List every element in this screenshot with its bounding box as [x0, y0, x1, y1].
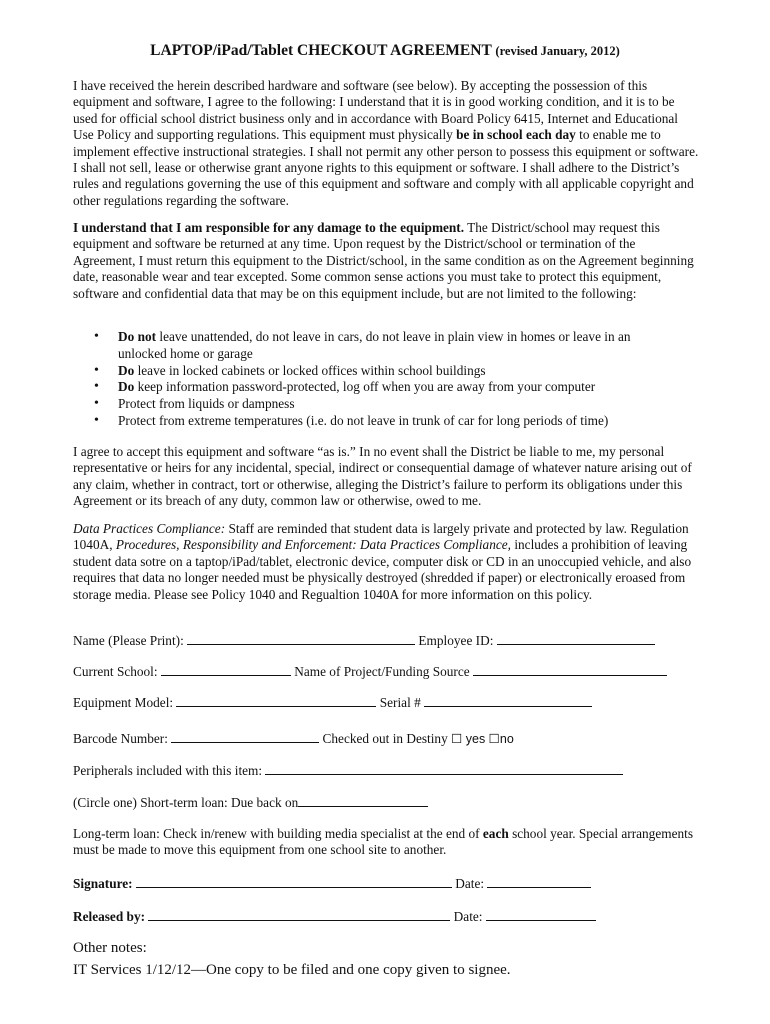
equipment-model-field[interactable]: [176, 694, 376, 707]
due-back-field[interactable]: [298, 794, 428, 807]
barcode-label: Barcode Number:: [73, 731, 172, 746]
signature-row: [73, 875, 591, 892]
short-term-row: [73, 794, 428, 811]
as-is-paragraph: I agree to accept this equipment and software “as is.” In no event shall the District be liable to me, my personal representative or heirs for any incidental, special, indirect or consequential damage of whatever nature arising out of any claim, whether in contract, tort or otherwise, alleging the District’s failure to perform its obligations under this Agreement or its breach of any duty, common law or otherwise, owed to me.: [73, 444, 692, 509]
current-school-field[interactable]: [161, 663, 291, 676]
bullet-bold: Do: [118, 379, 135, 395]
list-item: [92, 329, 652, 363]
responsibility-bold: I understand that I am responsible for any damage to the equipment.: [73, 220, 465, 235]
equipment-row: [73, 694, 592, 711]
responsibility-paragraph: [73, 220, 699, 302]
barcode-row: [73, 730, 514, 747]
it-services-note: IT Services 1/12/12—One copy to be filed and one copy given to signee.: [73, 962, 511, 978]
project-field[interactable]: [473, 663, 667, 676]
bullet-text: leave in locked cabinets or locked offices within school buildings: [134, 362, 486, 378]
long-term-text-a: Long-term loan: Check in/renew with building media specialist at the end of: [73, 826, 483, 841]
checked-out-label: Checked out in Destiny: [319, 731, 452, 746]
data-practices-label: Data Practices Compliance:: [73, 521, 226, 536]
yes-checkbox[interactable]: ☐ yes: [451, 732, 486, 746]
released-label: Released by:: [73, 909, 146, 924]
bullet-bold: Do not: [118, 329, 157, 344]
signature-date-label: Date:: [451, 876, 488, 891]
long-term-paragraph: [73, 826, 699, 859]
protection-list: [92, 329, 652, 430]
title-revised: (revised January, 2012): [495, 44, 620, 58]
short-term-label: (Circle one) Short-term loan: Due back on: [73, 795, 299, 810]
bullet-text: leave unattended, do not leave in cars, do not leave in plain view in homes or leave in an unlocked home or garage: [118, 329, 631, 361]
peripherals-field[interactable]: [265, 762, 623, 775]
intro-text-a: I have received the herein described hardware and software (see below). By accepting the possession of this equipment and software, I agree to the following: I understand that it is in good working condition, and it is to be used for official school district business only and in accordance with Board Policy 6415, Internet and Educational Use Policy and supporting regulations. This equipment must physically: [73, 78, 678, 143]
bullet-text: Protect from extreme temperatures (i.e. do not leave in trunk of car for long periods of time): [118, 412, 609, 428]
data-practices-text-a: Staff are reminded that student data is largely private and protected by law. Regulation 1040A,: [73, 521, 689, 553]
project-label: Name of Project/Funding Source: [290, 664, 473, 679]
bullet-bold: Do: [118, 362, 135, 378]
list-item: [92, 379, 652, 396]
name-row: [73, 632, 655, 649]
other-notes: Other notes:: [73, 940, 147, 956]
released-field[interactable]: [148, 908, 450, 921]
peripherals-label: Peripherals included with this item:: [73, 763, 266, 778]
signature-field[interactable]: [136, 875, 452, 888]
barcode-field[interactable]: [171, 730, 319, 743]
bullet-text: keep information password-protected, log off when you are away from your computer: [134, 379, 596, 395]
list-item: [92, 363, 652, 380]
list-item: [92, 396, 652, 413]
intro-text-b: to enable me to implement effective instructional strategies. I shall not permit any other person to possess this equipment or software. I shall not sell, lease or otherwise grant anyone rights to this equipment or software. I shall adhere to the District’s rules and regulations governing the use of this equipment and software and comply with all applicable copyright and other regulations regarding the software.: [73, 127, 699, 208]
name-field[interactable]: [187, 632, 415, 645]
employee-id-label: Employee ID:: [415, 633, 497, 648]
intro-bold: be in school each day: [456, 127, 576, 143]
peripherals-row: [73, 762, 623, 779]
data-practices-ref: Procedures, Responsibility and Enforcement: Data Practices Compliance,: [115, 537, 511, 553]
data-practices-text-b: includes a prohibition of leaving student data sotre on a taptop/iPad/tablet, electronic device, computer disk or CD in an unoccupied vehicle, and also requires that data no longer needed must be physically destroyed (shredded if paper) or electronically eroased from storage media. Please see Policy 1040 and Regualtion 1040A for more information on this policy.: [73, 537, 692, 602]
signature-label: Signature:: [73, 876, 133, 891]
released-row: [73, 908, 596, 925]
long-term-text-b: school year. Special arrangements must be made to move this equipment from one school site to another.: [73, 826, 693, 858]
document-title: [0, 42, 770, 60]
serial-label: Serial #: [376, 695, 425, 710]
intro-paragraph: [73, 78, 699, 209]
list-item: [92, 413, 652, 430]
released-date-label: Date:: [450, 909, 486, 924]
signature-date-field[interactable]: [487, 875, 591, 888]
responsibility-text: The District/school may request this equipment and software be returned at any time. Upon request by the District/school or termination of the Agreement, I must return this equipment to the District/school, in the same condition as on the Agreement beginning date, reasonable wear and tear excepted. Some common sense actions you must take to protect this equipment, software and confidential data that may be on this equipment include, but are not limited to the following:: [73, 220, 694, 301]
equipment-model-label: Equipment Model:: [73, 695, 177, 710]
name-label: Name (Please Print):: [73, 633, 188, 648]
bullet-text: Protect from liquids or dampness: [118, 396, 295, 412]
current-school-label: Current School:: [73, 664, 161, 679]
school-row: [73, 663, 667, 680]
serial-field[interactable]: [424, 694, 592, 707]
data-practices-paragraph: [73, 521, 699, 603]
title-main: LAPTOP/iPad/Tablet CHECKOUT AGREEMENT: [150, 42, 492, 59]
no-checkbox[interactable]: ☐no: [485, 732, 514, 746]
employee-id-field[interactable]: [497, 632, 655, 645]
released-date-field[interactable]: [486, 908, 596, 921]
long-term-bold: each: [482, 826, 509, 841]
